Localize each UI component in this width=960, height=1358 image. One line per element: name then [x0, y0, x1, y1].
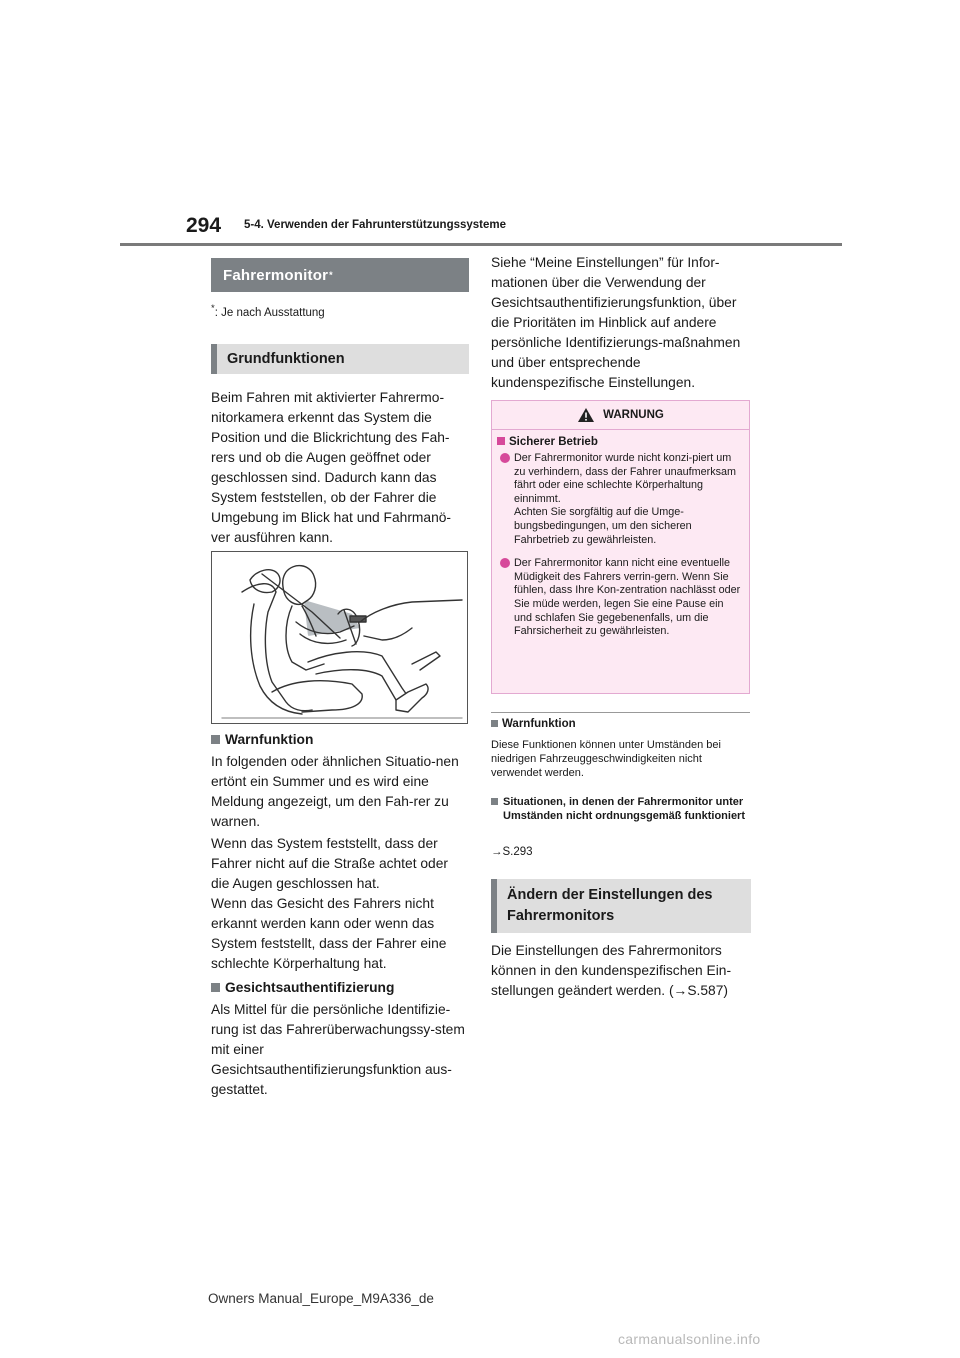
subsection-aendern-einstellungen [491, 879, 751, 933]
square-bullet-icon [491, 798, 498, 805]
warning-box [491, 400, 750, 694]
warning-item-1: Der Fahrermonitor wurde nicht konzi-piert um zu verhindern, dass der Fahrer unaufmerksam fährt oder eine schlechte Körperhaltung einnimmt. Achten Sie sorgfältig auf die Umge-bungsbedingungen, um den sicheren Fahrbetrieb zu gewährleisten. [497, 452, 741, 547]
warning-triangle-icon [577, 407, 595, 423]
note-warnfunktion-text: Diese Funktionen können unter Umständen bei niedrigen Fahrzeuggeschwindigkeiten nicht verwendet werden. [491, 739, 721, 779]
section-header: 5-4. Verwenden der Fahrunterstützungssysteme [244, 219, 507, 231]
page-reference-link[interactable]: →S.293 [491, 846, 533, 858]
subsection-title: Grundfunktionen [227, 351, 345, 367]
square-bullet-icon [211, 983, 220, 992]
footnote [211, 303, 469, 319]
warnfunktion-paragraph-2: Wenn das System feststellt, dass der Fahrer nicht auf die Straße achtet oder die Augen geschlossen hat. [211, 836, 448, 891]
warnfunktion-paragraph-1: In folgenden oder ähnlichen Situatio-nen ertönt ein Summer und es wird eine Meldung angezeigt, um den Fah-rer zu warnen. [211, 754, 459, 829]
divider-rule [491, 712, 750, 713]
warning-heading: Sicherer Betrieb [497, 436, 741, 448]
page-number: 294 [186, 214, 222, 237]
warnfunktion-paragraph-3: Wenn das Gesicht des Fahrers nicht erkannt werden kann oder wenn das System feststellt, dass der Fahrer eine schlechte Körperhaltung hat. [211, 896, 447, 971]
subsection-grundfunktionen [211, 344, 469, 374]
subsection-title: Ändern der Einstellungen des Fahrermonitors [507, 887, 713, 924]
driver-seat-drawing [212, 552, 467, 723]
warning-header [492, 401, 749, 430]
section-title: Fahrermonitor [223, 266, 329, 284]
intro-text: Beim Fahren mit aktivierter Fahrermo-nitorkamera erkennt das System die Position und die Blickrichtung des Fah-rers und ob die Augen geöffnet oder geschlossen sind. Dadurch kann das System feststellen, ob der Fahrer die Umgebung im Blick hat und Fahrmanö-ver ausführen kann. [211, 390, 452, 545]
meine-einstellungen-paragraph: Siehe “Meine Einstellungen” für Infor-mationen über die Verwendung der Gesichtsauthentifizierungsfunktion, über die Prioritäten im Hinblick auf andere persönliche Identifizierungs-maßnahmen und über entsprechende kundenspezifische Einstellungen. [491, 255, 741, 390]
gesichtsauthentifizierung-paragraph: Als Mittel für die persönliche Identifizie-rung ist das Fahrerüberwachungssy-stem mit einer Gesichtsauthentifizierungsfunktion aus-gestattet. [211, 1002, 465, 1097]
header-rule [120, 243, 842, 246]
circle-bullet-icon [500, 453, 510, 463]
footnote-text: : Je nach Ausstattung [214, 306, 325, 319]
circle-bullet-icon [500, 558, 510, 568]
note-warnfunktion-heading: Warnfunktion [491, 718, 751, 730]
footer-document-id: Owners Manual_Europe_M9A336_de [208, 1291, 434, 1306]
square-bullet-icon [211, 735, 220, 744]
footnote-mark: * [211, 303, 215, 314]
intro-paragraph [211, 388, 469, 548]
watermark: carmanualsonline.info [618, 1331, 761, 1347]
section-title-bar [211, 258, 469, 292]
gesichtsauthentifizierung-heading: Gesichtsauthentifizierung [211, 978, 469, 998]
driver-monitor-illustration [211, 551, 468, 724]
warnfunktion-heading: Warnfunktion [211, 730, 469, 750]
square-bullet-icon [497, 437, 505, 445]
title-asterisk: * [329, 270, 333, 280]
warning-item-2: Der Fahrermonitor kann nicht eine eventuelle Müdigkeit des Fahrers verrin-gern. Wenn Sie fühlen, dass Ihre Kon-zentration nachlässt oder Sie müde werden, legen Sie eine Pause ein und schlafen Sie gegebenenfalls, um die Fahrsicherheit zu gewährleisten. [497, 557, 741, 639]
square-bullet-icon [491, 720, 498, 727]
warning-content [492, 430, 749, 639]
settings-paragraph: Die Einstellungen des Fahrermonitors können in den kundenspezifischen Ein-stellungen geändert werden. (→S.587) [491, 943, 732, 998]
warning-label: WARNUNG [603, 409, 664, 421]
note-situationen-heading: Situationen, in denen der Fahrermonitor unter Umständen nicht ordnungsgemäß funktioniert [491, 795, 751, 823]
